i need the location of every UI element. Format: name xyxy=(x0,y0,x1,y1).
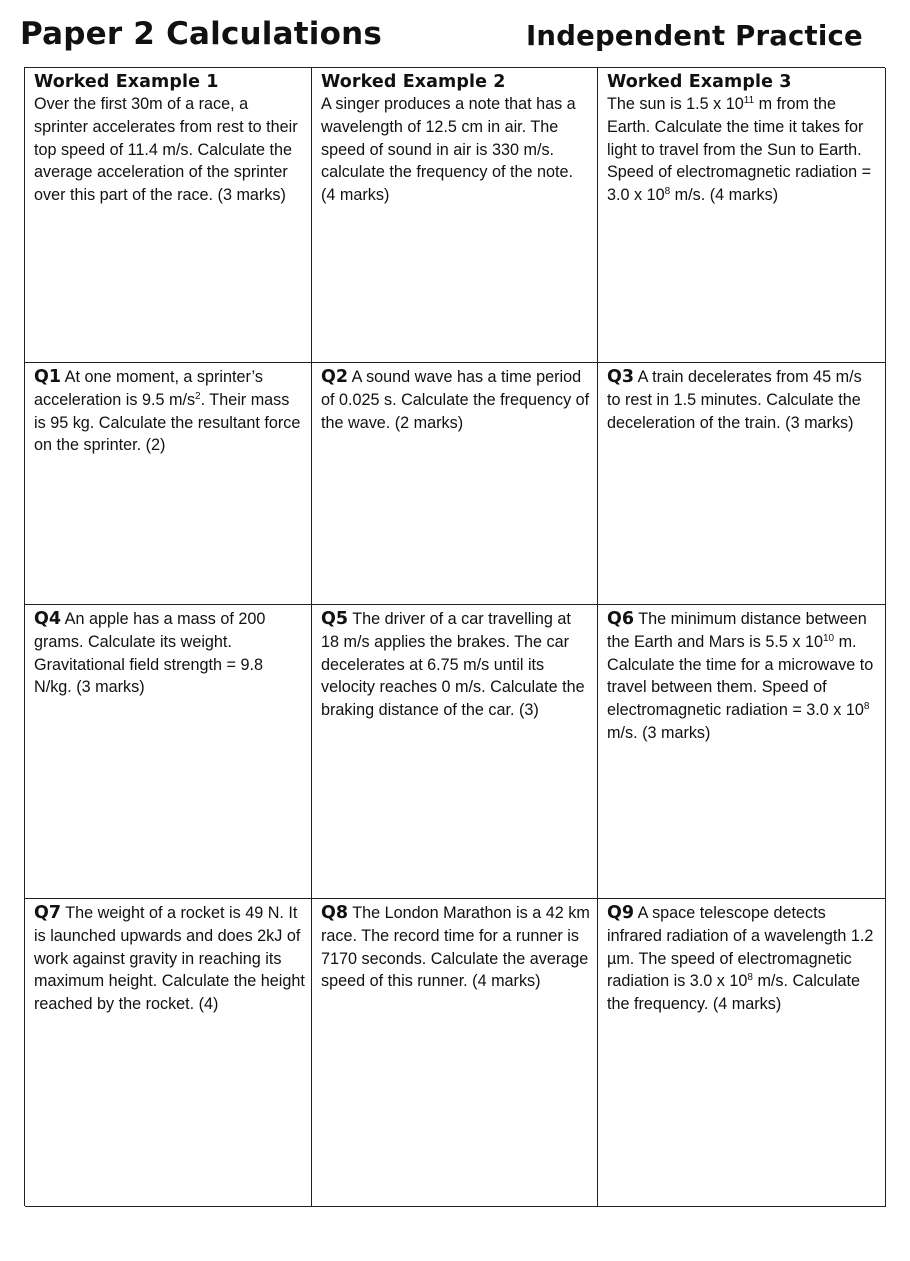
question-label: Q8 xyxy=(321,903,349,923)
worked-example-heading: Worked Example 2 xyxy=(321,72,506,92)
question-text xyxy=(607,902,879,1016)
question-grid xyxy=(24,67,885,1206)
worked-example-2 xyxy=(312,68,598,363)
text-segment: An apple has a mass of 200 grams. Calculate its weight. Gravitational field strength = 9.8 N/kg. (3 marks) xyxy=(34,610,266,697)
question-label: Q6 xyxy=(607,609,635,629)
question-cell-q7 xyxy=(25,899,312,1207)
question-text xyxy=(34,902,305,1016)
question-text xyxy=(607,366,879,434)
text-segment: At one moment, a sprinter’s acceleration is 9.5 m/s xyxy=(34,368,263,409)
question-text xyxy=(34,608,305,699)
text-segment: m/s. (4 marks) xyxy=(670,186,779,205)
question-cell-q8 xyxy=(312,899,598,1207)
question-text xyxy=(34,366,305,457)
question-label: Q4 xyxy=(34,609,62,629)
question-cell-q6 xyxy=(598,605,886,899)
worked-example-3 xyxy=(598,68,886,363)
question-cell-q3 xyxy=(598,363,886,605)
worked-example-text xyxy=(607,93,879,207)
exponent: 10 xyxy=(822,632,835,644)
text-segment: The weight of a rocket is 49 N. It is launched upwards and does 2kJ of work against gravity in reaching its maximum height. Calculate the height reached by the rocket. (4) xyxy=(34,904,305,1014)
worked-example-heading: Worked Example 1 xyxy=(34,72,219,92)
worked-example-text: Over the first 30m of a race, a sprinter accelerates from rest to their top speed of 11.4 m/s. Calculate the average acceleration of the sprinter over this part of the race. (3 marks) xyxy=(34,95,298,205)
page-subtitle: Independent Practice xyxy=(526,20,863,52)
text-segment: The minimum distance between the Earth and Mars is 5.5 x 10 xyxy=(607,610,867,651)
question-cell-q5 xyxy=(312,605,598,899)
worked-example-1 xyxy=(25,68,312,363)
worked-example-text: A singer produces a note that has a wavelength of 12.5 cm in air. The speed of sound in air is 330 m/s. calculate the frequency of the note. (4 marks) xyxy=(321,95,576,205)
question-cell-q2 xyxy=(312,363,598,605)
question-label: Q5 xyxy=(321,609,349,629)
question-label: Q1 xyxy=(34,367,62,387)
text-segment: . Their mass is 95 kg. Calculate the resultant force on the sprinter. (2) xyxy=(34,390,301,455)
text-segment: A train decelerates from 45 m/s to rest in 1.5 minutes. Calculate the deceleration of the train. (3 marks) xyxy=(607,368,862,432)
text-segment: The driver of a car travelling at 18 m/s applies the brakes. The car decelerates at 6.75 m/s until its velocity reaches 0 m/s. Calculate the braking distance of the car. (3) xyxy=(321,610,585,720)
exponent: 8 xyxy=(664,186,671,198)
question-label: Q9 xyxy=(607,903,635,923)
page-title: Paper 2 Calculations xyxy=(20,16,383,52)
worked-example-heading: Worked Example 3 xyxy=(607,72,792,92)
question-label: Q2 xyxy=(321,367,349,387)
text-segment: m. Calculate the time for a microwave to travel between them. Speed of electromagnetic radiation = 3.0 x 10 xyxy=(607,632,874,720)
question-text xyxy=(607,608,879,745)
question-cell-q4 xyxy=(25,605,312,899)
text-segment: A sound wave has a time period of 0.025 s. Calculate the frequency of the wave. (2 marks) xyxy=(321,368,590,432)
exponent: 11 xyxy=(743,95,755,106)
text-segment: The sun is 1.5 x 10 xyxy=(607,95,744,113)
question-label: Q7 xyxy=(34,903,62,923)
text-segment: m/s. Calculate the frequency. (4 marks) xyxy=(607,972,861,1014)
text-segment: A space telescope detects infrared radiation of a wavelength 1.2 µm. The speed of electromagnetic radiation is 3.0 x 10 xyxy=(607,904,874,991)
question-cell-q9 xyxy=(598,899,886,1207)
exponent: 2 xyxy=(195,390,201,402)
exponent: 8 xyxy=(747,972,753,984)
text-segment: m/s. (3 marks) xyxy=(607,723,711,742)
question-text xyxy=(321,902,591,993)
worksheet-header xyxy=(0,0,910,66)
question-text xyxy=(321,608,591,722)
text-segment: The London Marathon is a 42 km race. The record time for a runner is 7170 seconds. Calculate the average speed of this runner. (4 marks) xyxy=(321,904,590,991)
exponent: 8 xyxy=(863,701,870,713)
question-cell-q1 xyxy=(25,363,312,605)
text-segment: m from the Earth. Calculate the time it takes for light to travel from the Sun to Earth. Speed of electromagnetic radiation = 3.0 x 10 xyxy=(607,95,872,205)
question-label: Q3 xyxy=(607,367,635,387)
question-text xyxy=(321,366,591,434)
